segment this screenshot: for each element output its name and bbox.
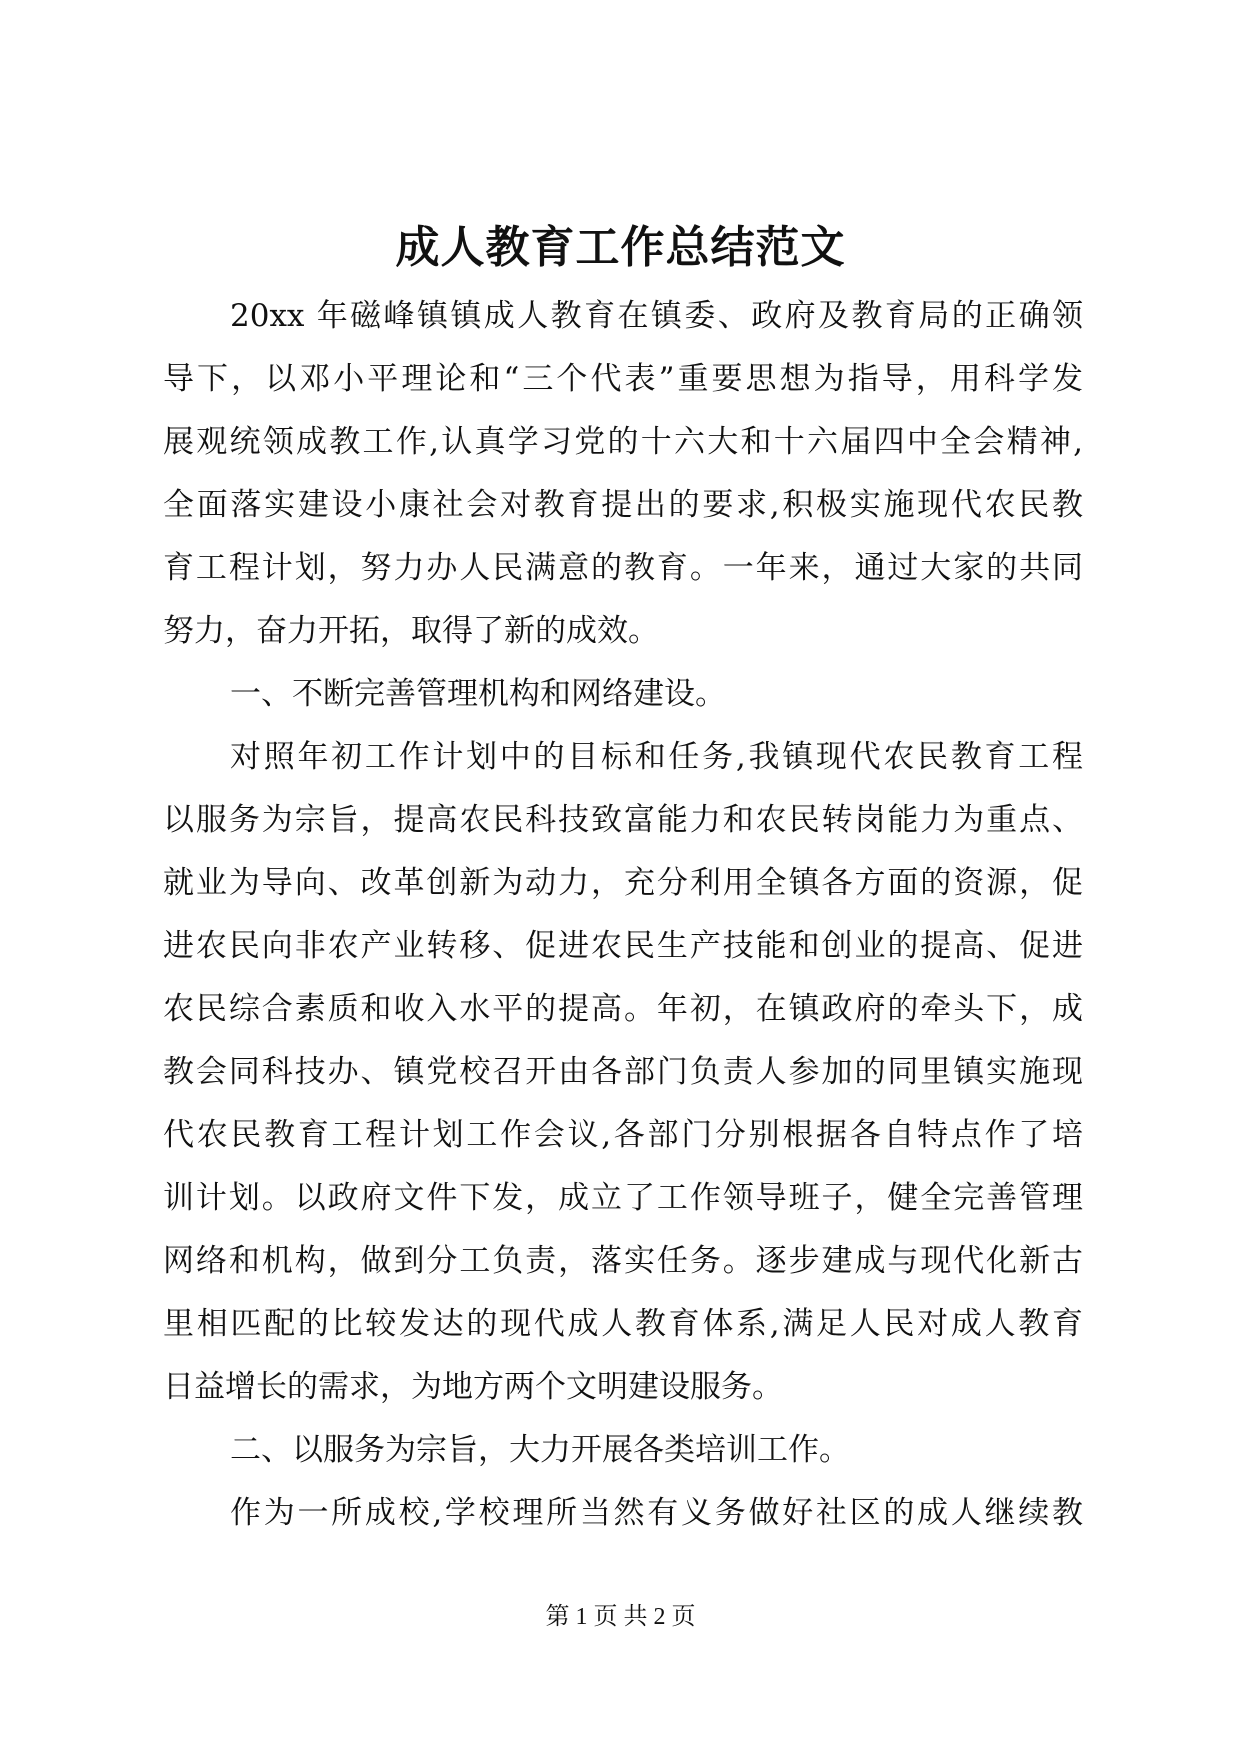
text-line: 教会同科技办、镇党校召开由各部门负责人参加的同里镇实施现 [163, 1054, 1083, 1090]
text-line: 展观统领成教工作,认真学习党的十六大和十六届四中全会精神, [163, 424, 1083, 460]
text-line: 全面落实建设小康社会对教育提出的要求,积极实施现代农民教 [163, 487, 1083, 523]
section-heading: 一、不断完善管理机构和网络建设。 [230, 676, 726, 712]
text-line: 对照年初工作计划中的目标和任务,我镇现代农民教育工程 [230, 739, 1083, 775]
document-title: 成人教育工作总结范文 [395, 222, 846, 273]
document-body [163, 285, 1083, 1545]
text-line: 里相匹配的比较发达的现代成人教育体系,满足人民对成人教育 [163, 1306, 1083, 1342]
text-line: 育工程计划，努力办人民满意的教育。一年来，通过大家的共同 [163, 550, 1083, 586]
text-line: 20xx 年磁峰镇镇成人教育在镇委、政府及教育局的正确领 [230, 298, 1083, 334]
text-line: 努力，奋力开拓，取得了新的成效。 [163, 613, 659, 649]
text-line: 网络和机构，做到分工负责，落实任务。逐步建成与现代化新古 [163, 1243, 1083, 1279]
text-line: 日益增长的需求，为地方两个文明建设服务。 [163, 1369, 783, 1405]
page-footer: 第 1 页 共 2 页 [545, 1604, 696, 1630]
text-line: 作为一所成校,学校理所当然有义务做好社区的成人继续教 [230, 1495, 1083, 1531]
text-line: 代农民教育工程计划工作会议,各部门分别根据各自特点作了培 [163, 1117, 1083, 1153]
text-line: 训计划。以政府文件下发，成立了工作领导班子，健全完善管理 [163, 1180, 1083, 1216]
text-line: 以服务为宗旨，提高农民科技致富能力和农民转岗能力为重点、 [163, 802, 1083, 838]
text-line: 进农民向非农产业转移、促进农民生产技能和创业的提高、促进 [163, 928, 1083, 964]
section-heading: 二、以服务为宗旨，大力开展各类培训工作。 [230, 1432, 850, 1468]
text-line: 农民综合素质和收入水平的提高。年初，在镇政府的牵头下，成 [163, 991, 1083, 1027]
text-line: 导下，以邓小平理论和“三个代表”重要思想为指导，用科学发 [163, 361, 1083, 397]
text-line: 就业为导向、改革创新为动力，充分利用全镇各方面的资源，促 [163, 865, 1083, 901]
